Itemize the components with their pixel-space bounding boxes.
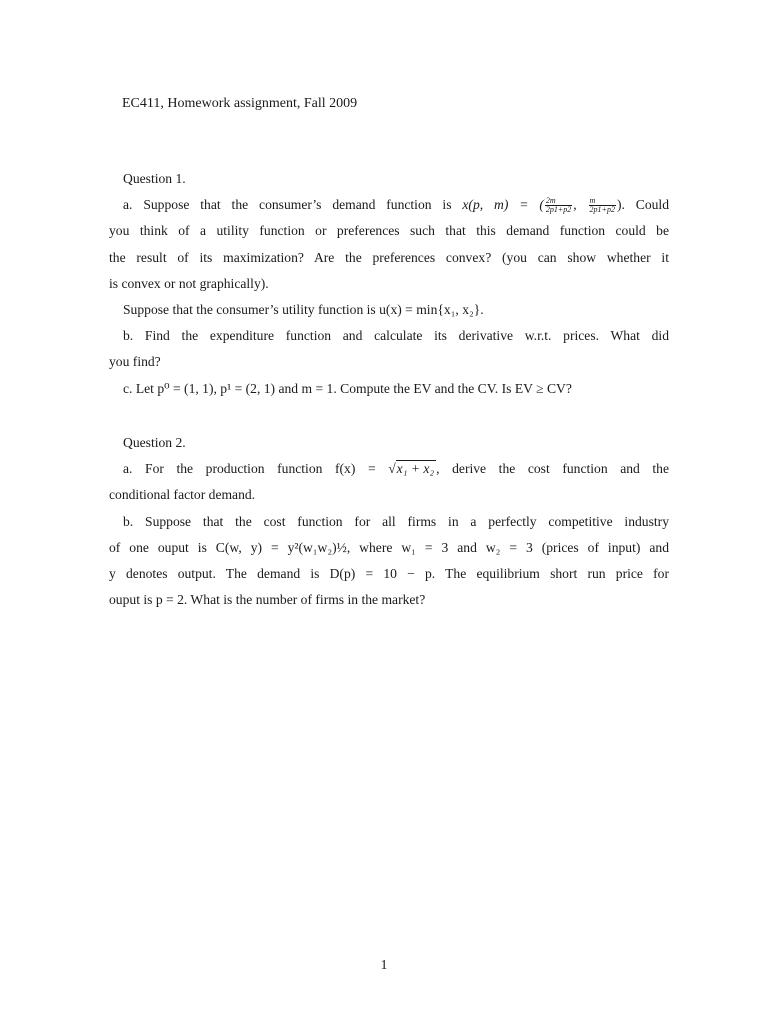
question-1a-prefix: a. Suppose that the consumer’s demand function is	[123, 197, 463, 213]
question-1-utility-statement: Suppose that the consumer’s utility function is u(x) = min{x₁, x₂}.	[123, 301, 484, 317]
fraction-2-numerator: m	[589, 197, 616, 206]
question-1	[109, 166, 669, 402]
fraction-2-denominator: 2p1+p2	[589, 204, 615, 214]
document-title: EC411, Homework assignment, Fall 2009	[122, 96, 358, 111]
question-2a-suffix: , derive the cost function and the	[436, 461, 670, 477]
question-1a-line-3: the result of its maximization? Are the preferences convex? (you can show whether it	[109, 249, 669, 265]
fraction-1-numerator: 2m	[545, 197, 572, 206]
question-2a-line-2: conditional factor demand.	[109, 487, 256, 503]
page-number: 1	[380, 958, 388, 973]
square-root-radicand: x₁ + x₂	[396, 461, 435, 477]
fraction-2	[589, 197, 616, 214]
question-1a-line-2: you think of a utility function or preferences such that this demand function could be	[109, 223, 669, 239]
question-2b-line-2: of one ouput is C(w, y) = y²(w₁w₂)½, where w₁ = 3 and w₂ = 3 (prices of input) and	[109, 539, 669, 555]
question-2a-line-1	[109, 456, 669, 482]
question-1-heading: Question 1.	[123, 171, 186, 186]
demand-function: x(p, m) = (	[462, 197, 544, 213]
question-2-heading: Question 2.	[123, 435, 186, 450]
question-1a-line-1: a. Suppose that the consumer’s demand function is x(p, m) = ( $\frac{2m}{2p1+p2}$ , $\frac{m}{2p1+p2}$ ). Could	[123, 195, 669, 214]
question-1a-line-4: is convex or not graphically).	[109, 275, 269, 291]
fraction-1-denominator: 2p1+p2	[545, 204, 572, 214]
question-2	[109, 430, 669, 613]
question-1a-suffix: ). Could	[616, 197, 669, 213]
question-2b-line-3: y denotes output. The demand is D(p) = 10 − p. The equilibrium short run price for	[109, 565, 669, 581]
question-2a-prefix: a. For the production function f(x) =	[123, 461, 389, 477]
question-2b-line-4: ouput is p = 2. What is the number of firms in the market?	[109, 592, 426, 608]
question-2b-line-1: b. Suppose that the cost function for all firms in a perfectly competitive industry	[123, 513, 669, 529]
question-1b-line-1: b. Find the expenditure function and calculate its derivative w.r.t. prices. What did	[123, 328, 669, 344]
question-1c-line-1: c. Let p⁰ = (1, 1), p¹ = (2, 1) and m = 1. Compute the EV and the CV. Is EV ≥ CV?	[123, 380, 572, 396]
fraction-1	[545, 197, 572, 214]
question-1b-line-2: you find?	[109, 354, 161, 370]
square-root: √x₁ + x₂	[388, 461, 435, 477]
